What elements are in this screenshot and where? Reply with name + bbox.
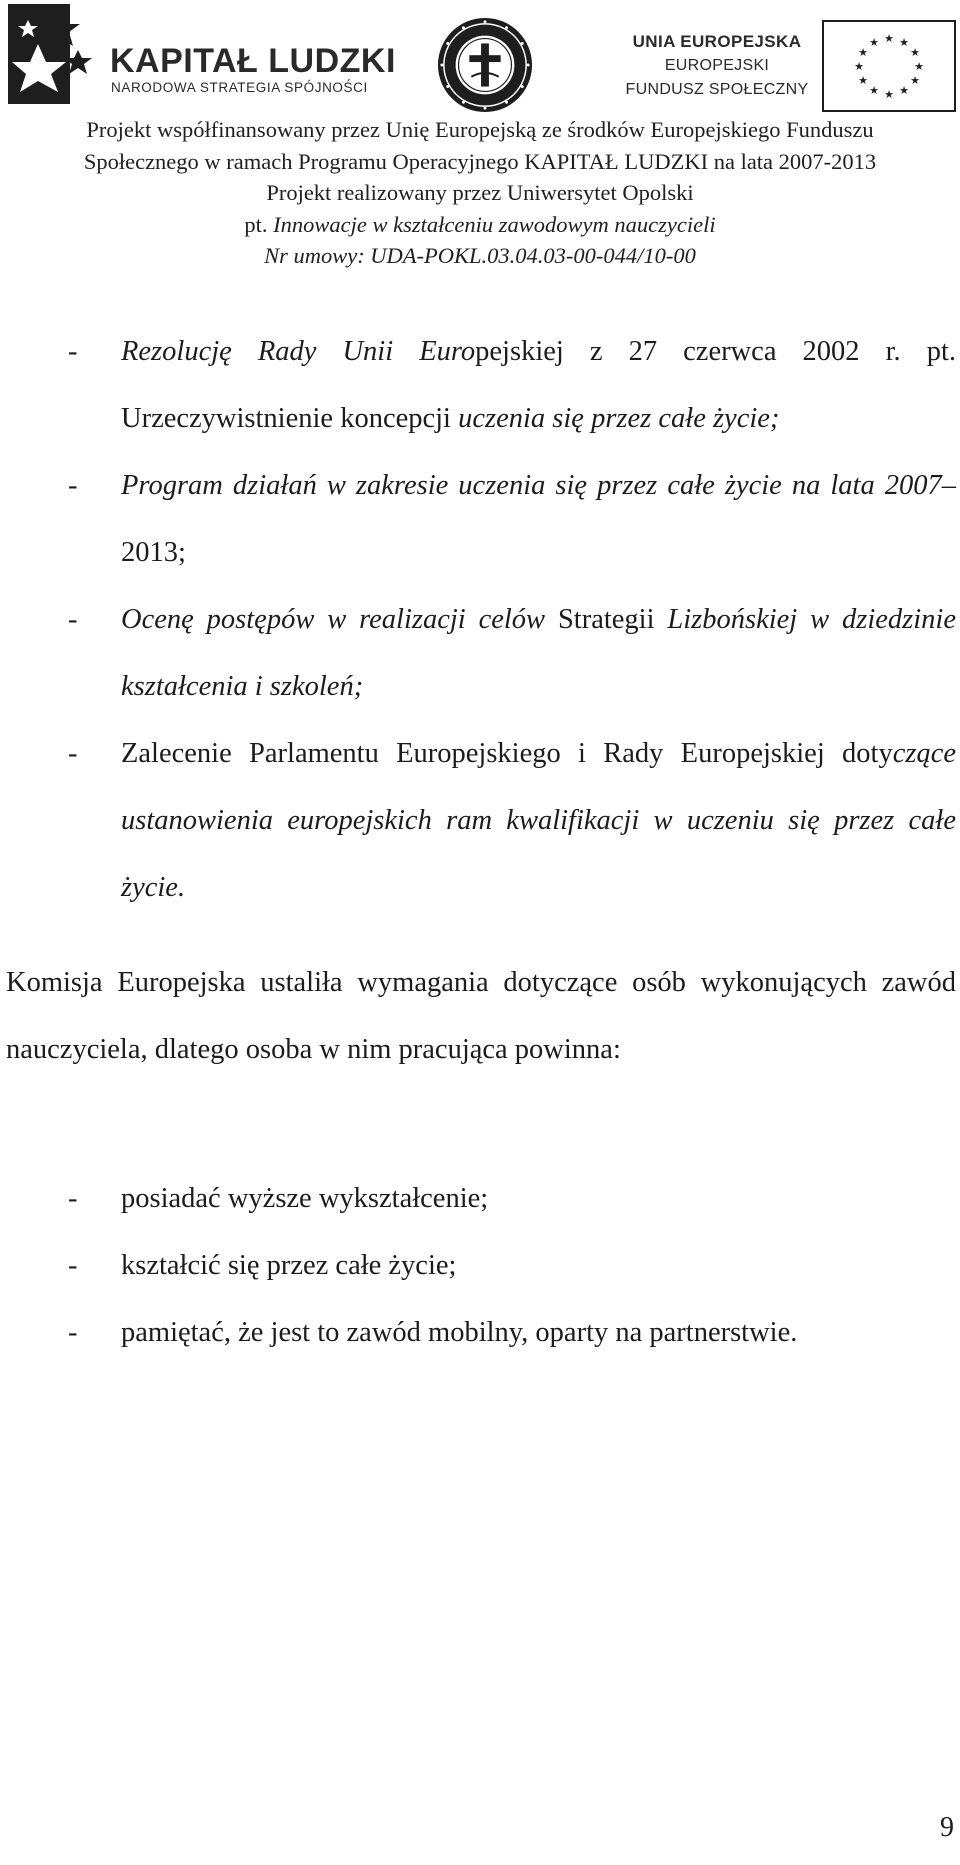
kapital-ludzki-star-icon xyxy=(8,4,104,112)
body-paragraph: Komisja Europejska ustaliła wymagania dotyczące osób wykonujących zawód nauczyciela, dlatego osoba w nim pracująca powinna: xyxy=(6,967,956,1065)
list-item xyxy=(6,1165,956,1232)
text-run: Zalecenie Parlamentu Europejskiego i Rady Europejskiej doty xyxy=(121,738,893,769)
contract-number: Nr umowy: UDA-POKL.03.04.03-00-044/10-00 xyxy=(264,243,696,268)
list-item xyxy=(6,1232,956,1299)
list-item-text: posiadać wyższe wykształcenie; xyxy=(121,1183,489,1214)
list-item xyxy=(6,452,956,586)
svg-text:★: ★ xyxy=(858,46,868,59)
document-body xyxy=(6,318,956,1366)
eu-line-3: FUNDUSZ SPOŁECZNY xyxy=(625,81,809,98)
list-dash: - xyxy=(68,336,78,367)
eu-line-1: UNIA EUROPEJSKA xyxy=(632,32,802,51)
logo-subtitle: NARODOWA STRATEGIA SPÓJNOŚCI xyxy=(111,80,368,95)
project-line-2: Społecznego w ramach Programu Operacyjnego KAPITAŁ LUDZKI na lata 2007-2013 xyxy=(83,148,877,174)
list-dash: - xyxy=(68,1250,78,1281)
svg-text:★: ★ xyxy=(884,88,894,101)
list-requirements xyxy=(6,1165,956,1366)
svg-text:★: ★ xyxy=(899,36,909,49)
kapital-ludzki-logo xyxy=(8,4,396,116)
text-run: pejskiej z 27 czerwca 2002 r. pt. Urzeczywistnienie koncepcji xyxy=(121,336,956,434)
list-item xyxy=(6,318,956,452)
svg-text:★: ★ xyxy=(854,60,864,73)
text-run: Program działań w zakresie uczenia się przez całe życie na lata 2007 xyxy=(121,470,942,501)
svg-text:★: ★ xyxy=(869,84,879,97)
svg-text:★: ★ xyxy=(910,46,920,59)
list-dash: - xyxy=(68,1317,78,1348)
eu-flag-icon xyxy=(822,20,956,112)
university-seal-icon xyxy=(436,16,534,114)
project-info xyxy=(0,114,960,272)
text-run: uczenia się przez całe życie; xyxy=(458,403,780,434)
logo-title: KAPITAŁ LUDZKI xyxy=(110,42,396,80)
list-dash: - xyxy=(68,604,78,635)
project-title xyxy=(0,209,960,241)
text-run: Rezolucję Rady Unii Euro xyxy=(121,336,476,367)
eu-logo-text xyxy=(612,30,822,102)
list-dash: - xyxy=(68,470,78,501)
eu-line-2: EUROPEJSKI xyxy=(664,57,770,74)
project-line-1: Projekt współfinansowany przez Unię Europejską ze środków Europejskiego Funduszu xyxy=(86,117,874,142)
project-line-3: Projekt realizowany przez Uniwersytet Opolski xyxy=(266,180,694,205)
svg-text:★: ★ xyxy=(884,32,894,45)
list-item xyxy=(6,586,956,720)
svg-text:★: ★ xyxy=(910,74,920,87)
list-documents xyxy=(6,318,956,921)
text-run: –2013; xyxy=(121,470,956,568)
text-run: Strategii xyxy=(557,604,668,635)
svg-text:★: ★ xyxy=(914,60,924,73)
list-item-text: pamiętać, że jest to zawód mobilny, oparty na partnerstwie. xyxy=(121,1317,798,1348)
list-dash: - xyxy=(68,1183,78,1214)
page-number: 9 xyxy=(940,1812,954,1843)
list-item xyxy=(6,1299,956,1366)
list-item xyxy=(6,720,956,921)
text-run: Ocenę postępów w realizacji celów xyxy=(121,604,558,635)
svg-text:★: ★ xyxy=(899,84,909,97)
svg-text:★: ★ xyxy=(858,74,868,87)
text-run: Lizbońskiej w dziedzinie kształcenia i szkoleń; xyxy=(121,604,956,702)
list-dash: - xyxy=(68,738,78,769)
project-title-prefix: pt. xyxy=(244,211,268,237)
svg-text:★: ★ xyxy=(869,36,879,49)
text-run: czące ustanowienia europejskich ram kwalifikacji w uczeniu się przez całe życie. xyxy=(121,738,956,903)
list-item-text: kształcić się przez całe życie; xyxy=(121,1250,457,1281)
project-title-text: Innowacje w kształceniu zawodowym nauczycieli xyxy=(273,211,716,237)
